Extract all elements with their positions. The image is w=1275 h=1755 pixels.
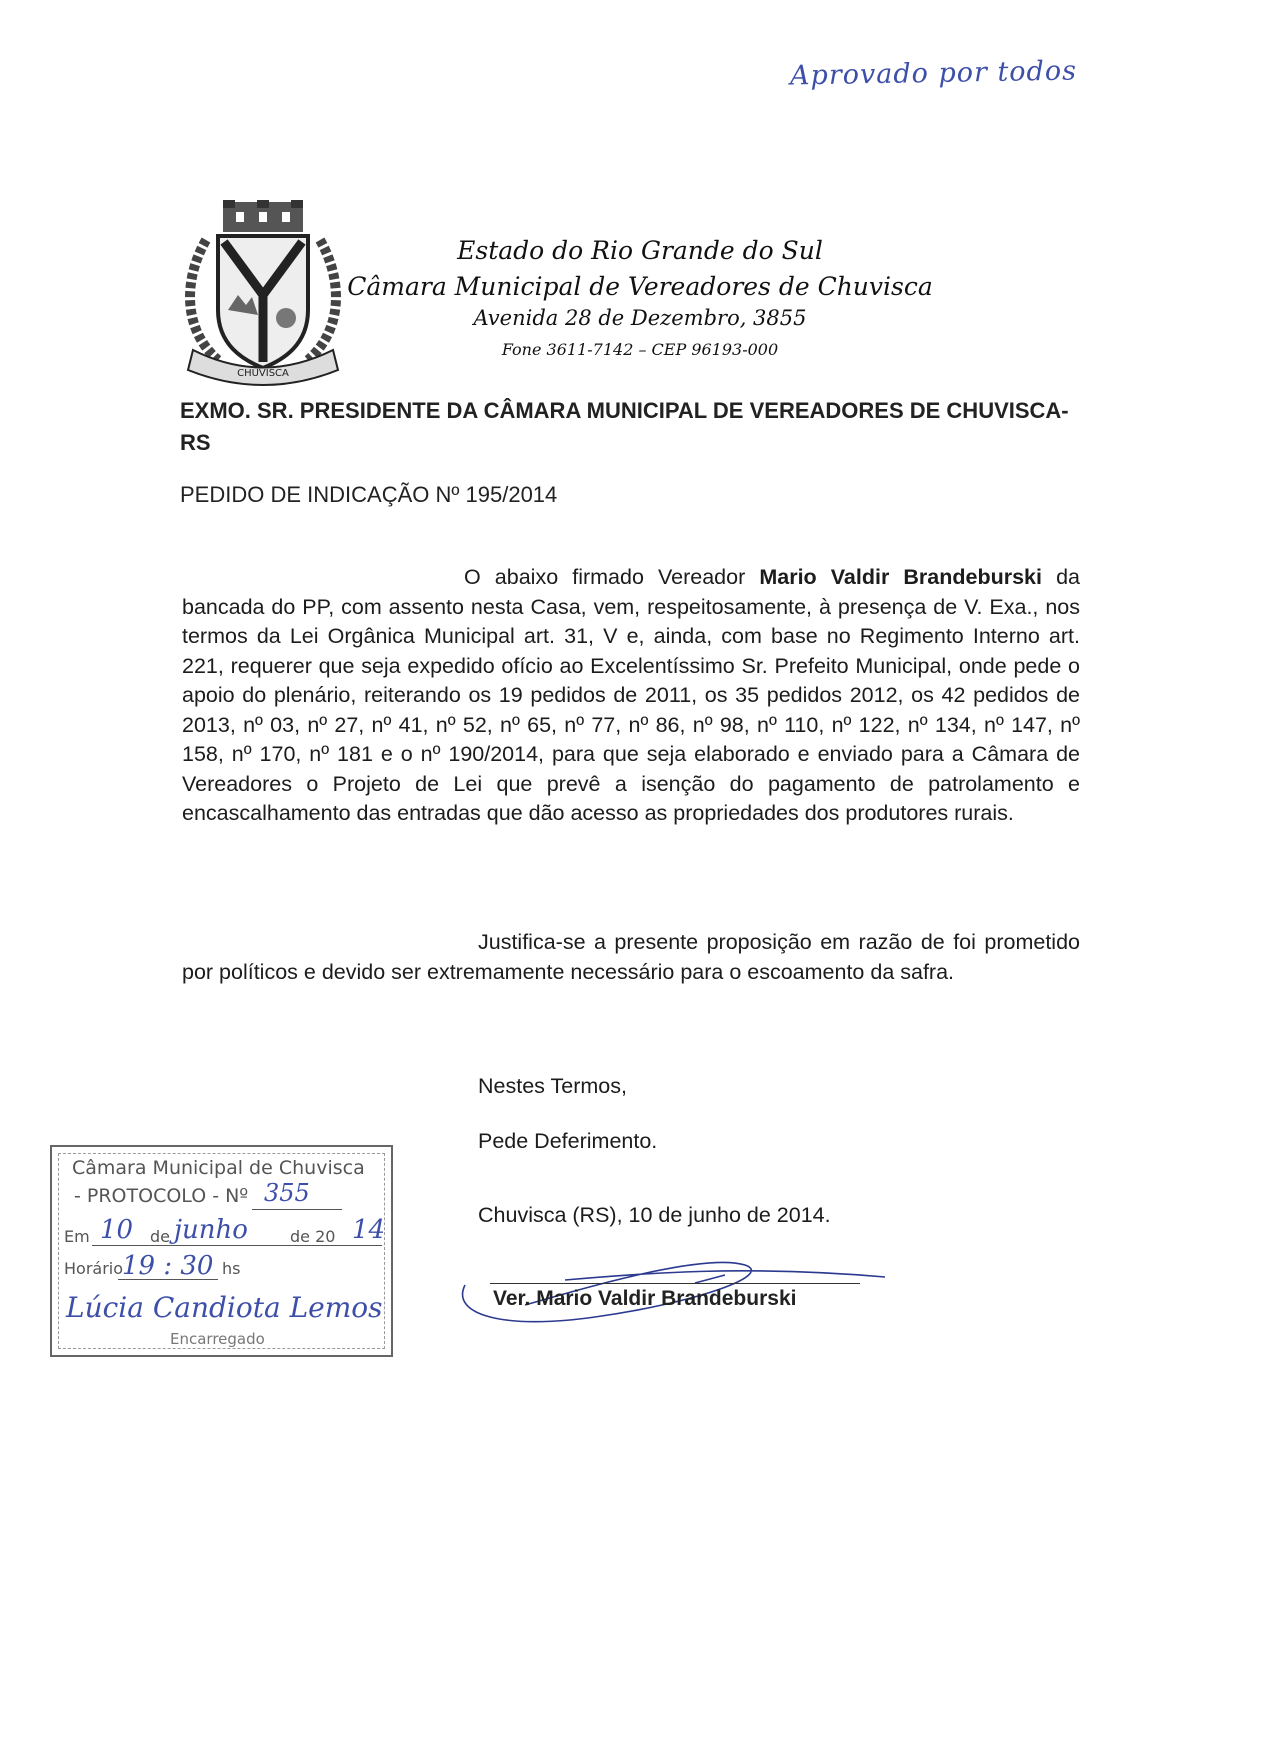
stamp-day: 10 (100, 1215, 134, 1245)
vereador-name: Mario Valdir Brandeburski (759, 565, 1042, 589)
request-title: PEDIDO DE INDICAÇÃO Nº 195/2014 (180, 482, 558, 507)
stamp-date-underline (92, 1245, 382, 1246)
stamp-time: 19 : 30 (122, 1251, 214, 1281)
letterhead-state: Estado do Rio Grande do Sul (457, 236, 823, 265)
p1-start: O abaixo firmado Vereador (464, 565, 760, 589)
addressee: EXMO. SR. PRESIDENTE DA CÂMARA MUNICIPAL DE VEREADORES DE CHUVISCA-RS (180, 398, 1069, 455)
stamp-month: junho (174, 1215, 248, 1245)
body-paragraph-justification: Justifica-se a presente proposição em razão de foi prometido por políticos e devido ser extremamente necessário para o escoamento da safra. (182, 930, 1080, 984)
body-paragraph-request (182, 563, 1080, 829)
letterhead-chamber: Câmara Municipal de Vereadores de Chuvisca (347, 272, 933, 301)
p1-rest: da bancada do PP, com assento nesta Casa, vem, respeitosamente, à presença de V. Exa., nos termos da Lei Orgânica Municipal art. 31, V e, ainda, com base no Regimento Interno art. 221, requerer que seja expedido ofício ao Excelentíssimo Sr. Prefeito Municipal, onde pede o apoio do plenário, reiterando os 19 pedidos de 2011, os 35 pedidos 2012, os 42 pedidos de 2013, nº 03, nº 27, nº 41, nº 52, nº 65, nº 77, nº 86, nº 98, nº 110, nº 122, nº 134, nº 147, nº 158, nº 170, nº 181 e o nº 190/2014, para que seja elaborado e enviado para a Câmara de Vereadores o Projeto de Lei que prevê a isenção do pagamento de patrolamento e encascalhamento das entradas que dão acesso as propriedades dos produtores rurais. (182, 565, 1080, 825)
svg-text:CHUVISCA: CHUVISCA (237, 368, 289, 379)
stamp-protocol-label: - PROTOCOLO - Nº (74, 1185, 249, 1207)
letterhead-phone: Fone 3611-7142 – CEP 96193-000 (501, 340, 779, 359)
stamp-time-underline (118, 1279, 218, 1280)
stamp-hs-label: hs (222, 1259, 241, 1278)
coat-of-arms-image (178, 200, 348, 390)
stamp-year: 14 (352, 1215, 386, 1245)
stamp-horario-label: Horário (64, 1259, 124, 1278)
stamp-footer-label: Encarregado (170, 1330, 265, 1348)
stamp-receiver-signature: Lúcia Candiota Lemos (66, 1291, 383, 1324)
closing-deferment: Pede Deferimento. (478, 1129, 658, 1153)
stamp-protocol-number: 355 (264, 1179, 310, 1207)
letterhead-address: Avenida 28 de Dezembro, 3855 (473, 306, 807, 330)
place-date: Chuvisca (RS), 10 de junho de 2014. (478, 1203, 831, 1227)
stamp-de-label: de (150, 1227, 170, 1246)
protocol-stamp (50, 1145, 393, 1357)
signer-name: Ver. Mario Valdir Brandeburski (493, 1287, 797, 1310)
stamp-em-label: Em (64, 1227, 90, 1246)
stamp-chamber-name: Câmara Municipal de Chuvisca (72, 1157, 365, 1179)
handwritten-approval-note: Aprovado por todos (789, 55, 1078, 92)
stamp-number-underline (252, 1209, 342, 1210)
stamp-de-year-label: de 20 (290, 1227, 336, 1246)
closing-terms: Nestes Termos, (478, 1074, 627, 1098)
signature-line (490, 1283, 860, 1284)
